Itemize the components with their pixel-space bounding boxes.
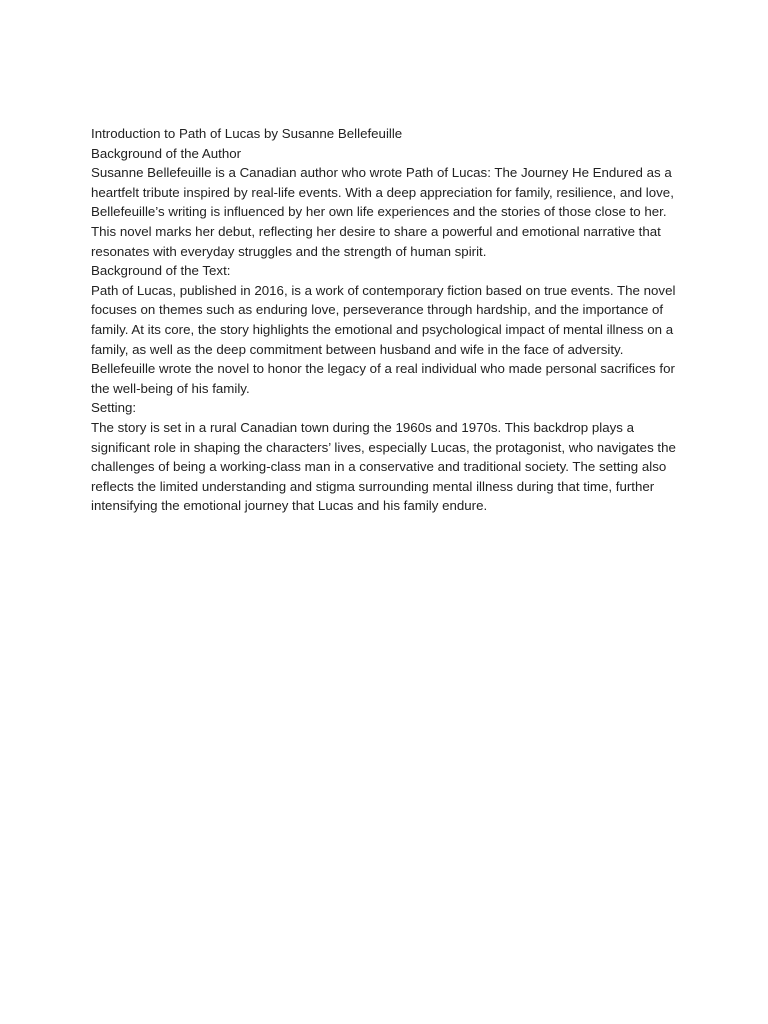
- section-heading-author: Background of the Author: [91, 145, 242, 161]
- section-heading-setting: Setting:: [91, 400, 137, 416]
- section-body-setting: The story is set in a rural Canadian town during the 1960s and 1970s. This backdrop plays a significant role in shaping the characters’ lives, especially Lucas, the protagonist, who navigates the challenges of being a working-class man in a conservative and traditional society. The setting also reflects the limited understanding and stigma surrounding mental illness during that time, further intensifying the emotional journey that Lucas and his family endure.: [91, 419, 676, 514]
- section-heading-text: Background of the Text:: [91, 263, 231, 279]
- section-body-text: Path of Lucas, published in 2016, is a work of contemporary fiction based on true events. The novel focuses on themes such as enduring love, perseverance through hardship, and the importance of family. At its core, the story highlights the emotional and psychological impact of mental illness on a family, as well as the deep commitment between husband and wife in the face of adversity. Bellefeuille wrote the novel to honor the legacy of a real individual who made personal sacrifices for the well-being of his family.: [91, 282, 676, 396]
- document-content: [91, 124, 681, 516]
- section-body-author: Susanne Bellefeuille is a Canadian author who wrote Path of Lucas: The Journey He Endured as a heartfelt tribute inspired by real-life events. With a deep appreciation for family, resilience, and love, Bellefeuille’s writing is influenced by her own life experiences and the stories of those close to her. This novel marks her debut, reflecting her desire to share a powerful and emotional narrative that resonates with everyday struggles and the strength of human spirit.: [91, 165, 674, 259]
- document-title: Introduction to Path of Lucas by Susanne Bellefeuille: [91, 126, 403, 141]
